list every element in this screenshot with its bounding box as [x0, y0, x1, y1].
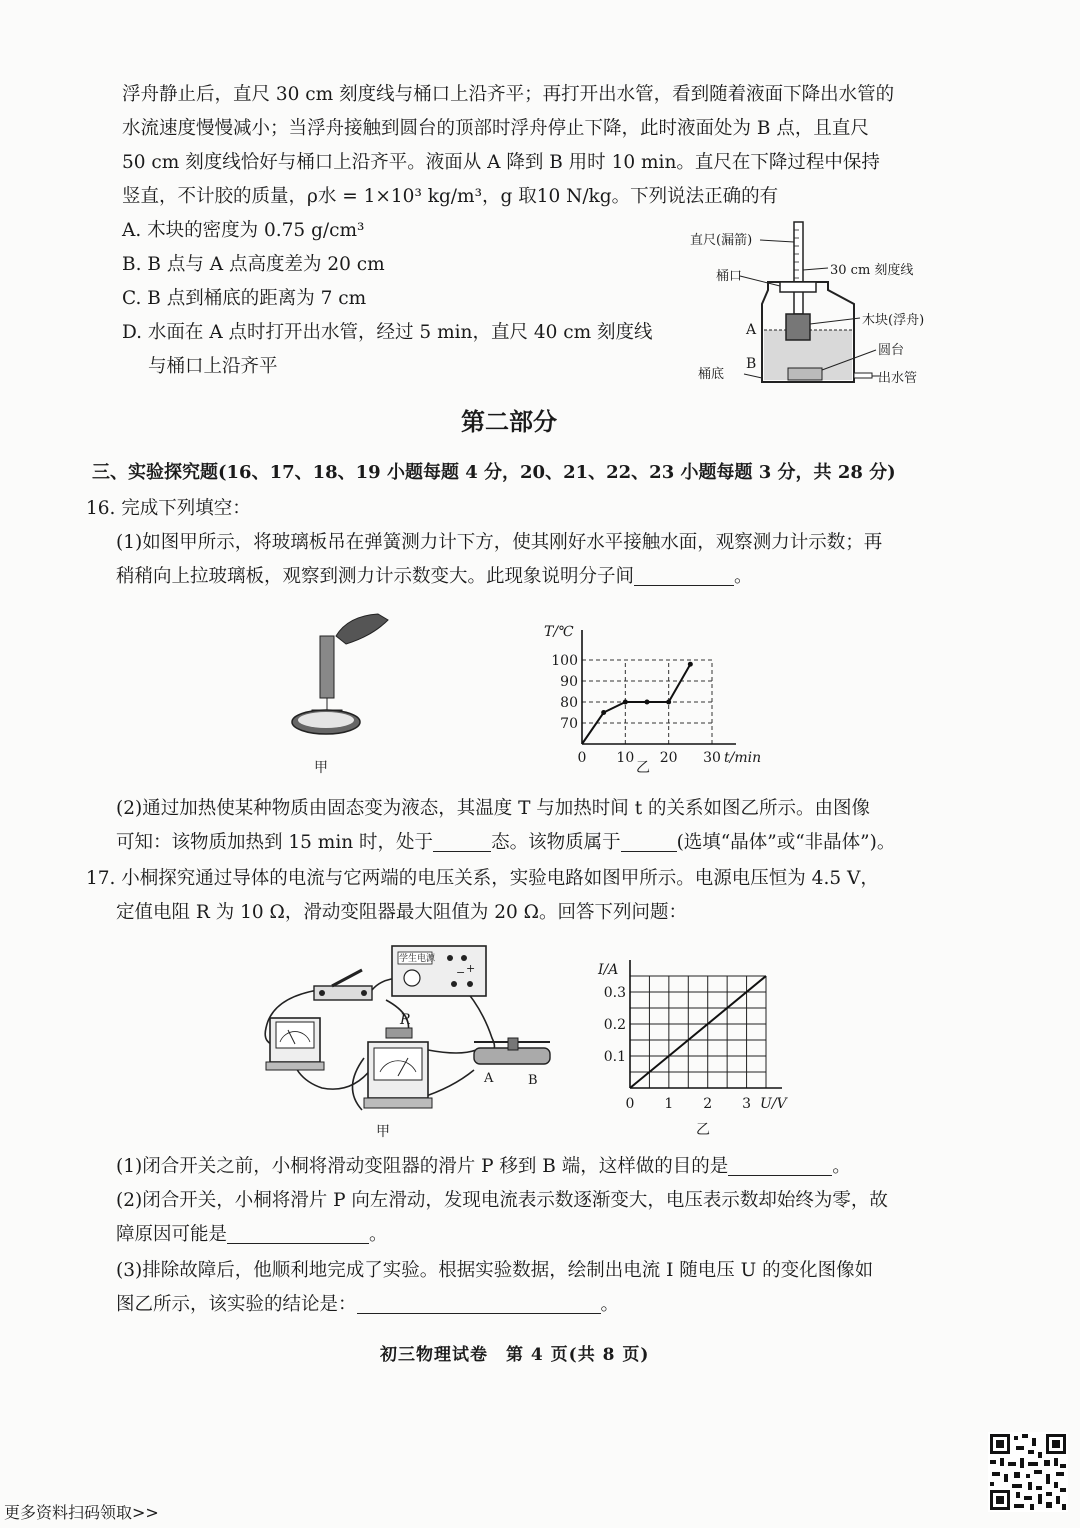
- rheostat-a-label: A: [484, 1071, 494, 1086]
- section-three-title: 三、实验探究题(16、17、18、19 小题每题 4 分，20、21、22、23 小题每题 3 分，共 28 分): [92, 462, 896, 483]
- x-axis-label: t/min: [724, 750, 762, 766]
- caption-jia-16: 甲: [314, 760, 328, 776]
- part-two-heading: 第二部分: [461, 407, 557, 436]
- q17-p3-line1: (3)排除故障后，他顺利地完成了实验。根据实验数据，绘制出电流 I 随电压 U 的变化图像如: [116, 1260, 874, 1281]
- y-axis-label: I/A: [598, 962, 619, 978]
- x-tick-label: 0: [625, 1096, 635, 1112]
- caption-jia-17: 甲: [376, 1124, 390, 1140]
- label-ruler: 直尺(漏箭): [690, 233, 753, 248]
- caption-yi-17: 乙: [696, 1122, 710, 1138]
- q17-line2: 定值电阻 R 为 10 Ω，滑动变阻器最大阻值为 20 Ω。回答下列问题：: [116, 902, 687, 923]
- label-a: A: [746, 322, 757, 338]
- ammeter: [266, 1018, 324, 1070]
- q17-p1-period: 。: [832, 1156, 851, 1177]
- q16-p2-text3: (选填“晶体”或“非晶体”)。: [676, 832, 896, 853]
- rheostat-b-label: B: [528, 1073, 538, 1088]
- label-30cm: 30 cm 刻度线: [830, 263, 914, 278]
- outlet-pipe: [854, 373, 872, 378]
- q17-blank-2[interactable]: [227, 1223, 369, 1244]
- circuit-figure: [252, 938, 562, 1144]
- svg-text:+: +: [466, 962, 476, 975]
- x-tick-label: 1: [664, 1096, 674, 1112]
- caption-yi-16: 乙: [636, 760, 650, 776]
- svg-text:−: −: [456, 966, 466, 979]
- q15-line4: 竖直，不计胶的质量，ρ水 = 1×10³ kg/m³，g 取10 N/kg。下列说法正确的有: [122, 186, 779, 207]
- q16-blank-3[interactable]: [621, 831, 677, 852]
- x-tick-label: 0: [577, 750, 587, 766]
- rheostat: [474, 1038, 550, 1088]
- label-platform: 圆台: [878, 343, 905, 358]
- voltmeter: [364, 1042, 432, 1108]
- q17-p3-line2: [116, 1290, 619, 1320]
- q17-p2-period: 。: [369, 1224, 388, 1245]
- q17-blank-3[interactable]: [357, 1293, 601, 1314]
- power-supply: [392, 946, 486, 996]
- resistor-label: R: [400, 1012, 411, 1028]
- q17-blank-1[interactable]: [728, 1155, 832, 1176]
- data-point: [601, 710, 606, 715]
- q17-line1: 17. 小桐探究通过导体的电流与它两端的电压关系，实验电路如图甲所示。电源电压恒为 4.5 V，: [86, 868, 879, 889]
- switch: [314, 970, 372, 1000]
- q17-p2-line2: [116, 1220, 388, 1250]
- q15-option-d-cont: 与桶口上沿齐平: [148, 356, 278, 377]
- x-tick-label: 10: [616, 750, 635, 766]
- hand: [336, 614, 388, 644]
- label-bottom: 桶底: [698, 367, 725, 382]
- q15-option-b: B. B 点与 A 点高度差为 20 cm: [122, 254, 385, 275]
- temperature-time-chart: [536, 616, 776, 776]
- bucket-mouth: [780, 282, 816, 292]
- q16-p1-period: 。: [734, 566, 753, 587]
- spring-scale: [320, 636, 334, 698]
- current-series-line: [630, 976, 766, 1088]
- power-supply-label: 学生电源: [399, 954, 436, 964]
- q15-line3: 50 cm 刻度线恰好与桶口上沿齐平。液面从 A 降到 B 用时 10 min。直尺在下降过程中保持: [122, 152, 880, 173]
- y-tick-label: 100: [551, 653, 578, 669]
- q17-p3-period: 。: [600, 1294, 620, 1315]
- q15-option-c: C. B 点到桶底的距离为 7 cm: [122, 288, 367, 309]
- data-point: [688, 662, 693, 667]
- label-mouth: 桶口: [716, 269, 743, 284]
- qr-code-icon[interactable]: [988, 1432, 1068, 1512]
- y-tick-label: 0.1: [603, 1049, 626, 1065]
- y-tick-label: 80: [560, 695, 578, 711]
- temperature-series-line: [582, 664, 690, 744]
- q16-blank-1[interactable]: [634, 565, 734, 586]
- q16-p2-line2: [116, 828, 895, 858]
- q17-p2-text: 障原因可能是: [116, 1224, 228, 1245]
- x-tick-label: 30: [703, 750, 721, 766]
- q16-p2-text1: 可知：该物质加热到 15 min 时，处于: [116, 832, 434, 853]
- q15-line1: 浮舟静止后，直尺 30 cm 刻度线与桶口上沿齐平；再打开出水管，看到随着液面下降出水管的: [122, 84, 895, 105]
- y-tick-label: 0.2: [603, 1017, 626, 1033]
- glass-plate-figure: [286, 610, 396, 790]
- q16-p1-text: 稍稍向上拉玻璃板，观察到测力计示数变大。此现象说明分子间: [116, 566, 635, 587]
- q16-p1-line2: [116, 562, 753, 592]
- x-tick-label: 3: [742, 1096, 752, 1112]
- q17-p2-line1: (2)闭合开关，小桐将滑片 P 向左滑动，发现电流表示数逐渐变大，电压表示数却始终为零，故: [116, 1190, 888, 1211]
- q16-head: 16. 完成下列填空：: [86, 498, 251, 519]
- ruler: [794, 222, 803, 314]
- q15-option-d: D. 水面在 A 点时打开出水管，经过 5 min，直尺 40 cm 刻度线: [122, 322, 653, 343]
- current-voltage-chart: [592, 952, 812, 1138]
- data-point: [623, 700, 628, 705]
- label-b: B: [746, 356, 757, 372]
- more-resources-link[interactable]: 更多资料扫码领取>>: [4, 1503, 159, 1522]
- q16-blank-2[interactable]: [433, 831, 491, 852]
- label-block: 木块(浮舟): [862, 313, 925, 328]
- q15-line2: 水流速度慢慢减小；当浮舟接触到圆台的顶部时浮舟停止下降，此时液面处为 B 点，且直尺: [122, 118, 869, 139]
- label-outlet: 出水管: [878, 371, 918, 386]
- q16-p2-line1: (2)通过加热使某种物质由固态变为液态，其温度 T 与加热时间 t 的关系如图乙所示。由图像: [116, 798, 871, 819]
- x-tick-label: 20: [659, 750, 678, 766]
- bucket-figure: [690, 220, 970, 392]
- resistor-r: [386, 1012, 412, 1038]
- data-point: [645, 700, 650, 705]
- q16-p2-text2: 态。该物质属于: [491, 832, 621, 853]
- y-tick-label: 90: [560, 674, 578, 690]
- x-axis-label: U/V: [760, 1096, 787, 1112]
- x-tick-label: 2: [703, 1096, 713, 1112]
- wood-block: [786, 314, 810, 340]
- y-tick-label: 0.3: [603, 985, 626, 1001]
- platform: [788, 368, 822, 380]
- y-tick-label: 70: [560, 716, 578, 732]
- q17-p1-text: (1)闭合开关之前，小桐将滑动变阻器的滑片 P 移到 B 端，这样做的目的是: [116, 1156, 729, 1177]
- page-footer: 初三物理试卷 第 4 页(共 8 页): [380, 1345, 650, 1365]
- q15-option-a: A. 木块的密度为 0.75 g/cm³: [122, 220, 365, 241]
- q16-p1-line1: (1)如图甲所示，将玻璃板吊在弹簧测力计下方，使其刚好水平接触水面，观察测力计示数；再: [116, 532, 883, 553]
- q17-p3-text: 图乙所示，该实验的结论是：: [116, 1294, 357, 1315]
- data-point: [666, 700, 671, 705]
- q17-p1: [116, 1152, 851, 1182]
- y-axis-label: T/℃: [544, 624, 574, 640]
